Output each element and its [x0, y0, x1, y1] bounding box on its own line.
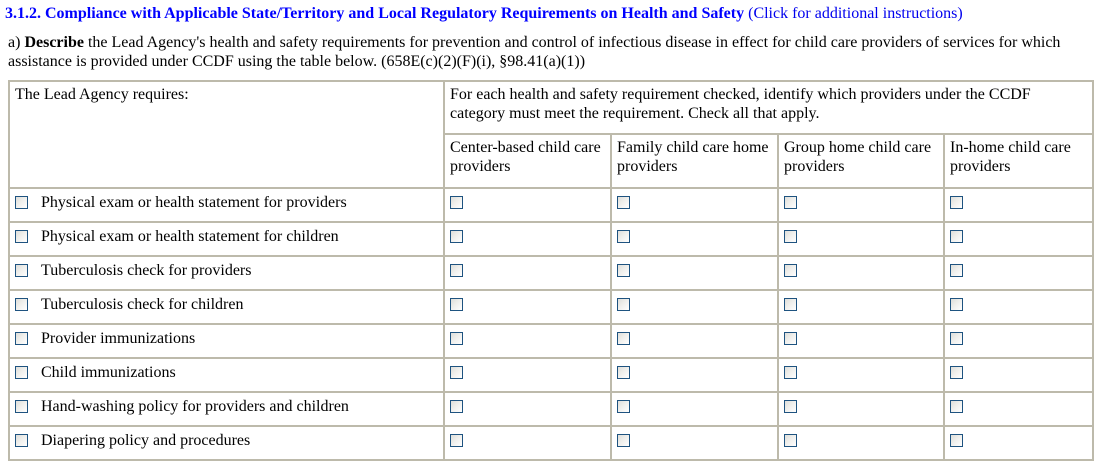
provider-checkbox-1[interactable]: [450, 264, 463, 277]
provider-checkbox-2[interactable]: [617, 400, 630, 413]
provider-checkbox-3[interactable]: [784, 366, 797, 379]
requirement-checkbox[interactable]: [15, 400, 28, 413]
requirement-checkbox[interactable]: [15, 366, 28, 379]
table-row: [9, 392, 1093, 426]
column-header-provider-4: In-home child care providers: [944, 134, 1093, 188]
provider-check-cell: [944, 324, 1093, 358]
requirement-label: Hand-washing policy for providers and children: [41, 397, 349, 415]
requirement-label: Physical exam or health statement for providers: [41, 193, 347, 211]
requirement-cell: [9, 290, 444, 324]
provider-check-cell: [944, 392, 1093, 426]
provider-checkbox-4[interactable]: [950, 196, 963, 209]
table-row: [9, 358, 1093, 392]
provider-checkbox-1[interactable]: [450, 366, 463, 379]
provider-check-cell: [944, 256, 1093, 290]
requirement-checkbox[interactable]: [15, 434, 28, 447]
provider-check-cell: [944, 222, 1093, 256]
provider-check-cell: [944, 426, 1093, 460]
table-row: [9, 324, 1093, 358]
provider-checkbox-4[interactable]: [950, 366, 963, 379]
provider-check-cell: [611, 392, 778, 426]
provider-check-cell: [611, 256, 778, 290]
provider-check-cell: [611, 290, 778, 324]
table-row: [9, 222, 1093, 256]
header-provider-instructions: For each health and safety requirement checked, identify which providers under the CCDF category must meet the requirement. Check all that apply.: [444, 81, 1093, 134]
requirement-checkbox[interactable]: [15, 332, 28, 345]
requirements-table: [8, 80, 1094, 461]
provider-check-cell: [778, 392, 944, 426]
intro-describe-word: Describe: [24, 34, 84, 51]
requirement-checkbox[interactable]: [15, 196, 28, 209]
requirement-label: Tuberculosis check for providers: [41, 261, 252, 279]
provider-check-cell: [444, 426, 611, 460]
provider-checkbox-1[interactable]: [450, 298, 463, 311]
provider-checkbox-4[interactable]: [950, 400, 963, 413]
provider-checkbox-1[interactable]: [450, 434, 463, 447]
intro-paragraph: [8, 33, 1090, 71]
provider-check-cell: [611, 222, 778, 256]
provider-checkbox-3[interactable]: [784, 434, 797, 447]
provider-check-cell: [444, 392, 611, 426]
table-row: [9, 256, 1093, 290]
provider-checkbox-2[interactable]: [617, 196, 630, 209]
requirement-label: Diapering policy and procedures: [41, 431, 251, 449]
provider-checkbox-2[interactable]: [617, 298, 630, 311]
column-header-provider-1: Center-based child care providers: [444, 134, 611, 188]
requirement-checkbox[interactable]: [15, 298, 28, 311]
table-row: [9, 290, 1093, 324]
provider-checkbox-4[interactable]: [950, 264, 963, 277]
provider-check-cell: [611, 324, 778, 358]
provider-check-cell: [944, 290, 1093, 324]
provider-check-cell: [444, 188, 611, 222]
provider-checkbox-2[interactable]: [617, 332, 630, 345]
provider-check-cell: [944, 188, 1093, 222]
provider-checkbox-3[interactable]: [784, 298, 797, 311]
provider-checkbox-2[interactable]: [617, 264, 630, 277]
requirement-label: Child immunizations: [41, 363, 176, 381]
provider-check-cell: [778, 256, 944, 290]
provider-checkbox-4[interactable]: [950, 230, 963, 243]
header-lead-agency-requires: The Lead Agency requires:: [9, 81, 444, 188]
provider-checkbox-3[interactable]: [784, 264, 797, 277]
intro-text: the Lead Agency's health and safety requirements for prevention and control of infectious disease in effect for child care providers of services for which assistance is provided under CCDF using the table below. (658E(c)(2)(F)(i), §98.41(a)(1)): [8, 34, 1061, 70]
provider-check-cell: [944, 358, 1093, 392]
requirement-cell: [9, 222, 444, 256]
provider-checkbox-3[interactable]: [784, 196, 797, 209]
intro-prefix: a): [8, 34, 25, 51]
provider-checkbox-3[interactable]: [784, 332, 797, 345]
section-heading: [5, 4, 1094, 23]
requirement-cell: [9, 188, 444, 222]
table-main-header-row: [9, 81, 1093, 134]
provider-checkbox-1[interactable]: [450, 230, 463, 243]
provider-check-cell: [778, 290, 944, 324]
additional-instructions-link[interactable]: (Click for additional instructions): [748, 5, 963, 22]
provider-checkbox-2[interactable]: [617, 434, 630, 447]
provider-checkbox-3[interactable]: [784, 230, 797, 243]
provider-checkbox-1[interactable]: [450, 332, 463, 345]
requirement-label: Tuberculosis check for children: [41, 295, 244, 313]
table-row: [9, 188, 1093, 222]
requirement-label: Physical exam or health statement for children: [41, 227, 339, 245]
provider-check-cell: [778, 358, 944, 392]
provider-check-cell: [778, 222, 944, 256]
column-header-provider-2: Family child care home providers: [611, 134, 778, 188]
requirement-cell: [9, 324, 444, 358]
provider-checkbox-4[interactable]: [950, 298, 963, 311]
requirement-label: Provider immunizations: [41, 329, 196, 347]
provider-check-cell: [444, 222, 611, 256]
provider-check-cell: [611, 358, 778, 392]
provider-check-cell: [611, 426, 778, 460]
column-header-provider-3: Group home child care providers: [778, 134, 944, 188]
provider-check-cell: [611, 188, 778, 222]
requirement-cell: [9, 358, 444, 392]
provider-checkbox-1[interactable]: [450, 196, 463, 209]
provider-checkbox-2[interactable]: [617, 230, 630, 243]
requirement-cell: [9, 392, 444, 426]
provider-check-cell: [778, 426, 944, 460]
provider-check-cell: [444, 256, 611, 290]
provider-check-cell: [444, 324, 611, 358]
table-row: [9, 426, 1093, 460]
provider-check-cell: [778, 188, 944, 222]
provider-checkbox-4[interactable]: [950, 434, 963, 447]
provider-check-cell: [444, 358, 611, 392]
provider-checkbox-1[interactable]: [450, 400, 463, 413]
requirement-cell: [9, 256, 444, 290]
requirement-checkbox[interactable]: [15, 230, 28, 243]
section-title: 3.1.2. Compliance with Applicable State/Territory and Local Regulatory Requirements on Health and Safety: [5, 5, 745, 22]
provider-check-cell: [778, 324, 944, 358]
requirement-cell: [9, 426, 444, 460]
requirement-checkbox[interactable]: [15, 264, 28, 277]
provider-checkbox-4[interactable]: [950, 332, 963, 345]
provider-check-cell: [444, 290, 611, 324]
provider-checkbox-2[interactable]: [617, 366, 630, 379]
provider-checkbox-3[interactable]: [784, 400, 797, 413]
